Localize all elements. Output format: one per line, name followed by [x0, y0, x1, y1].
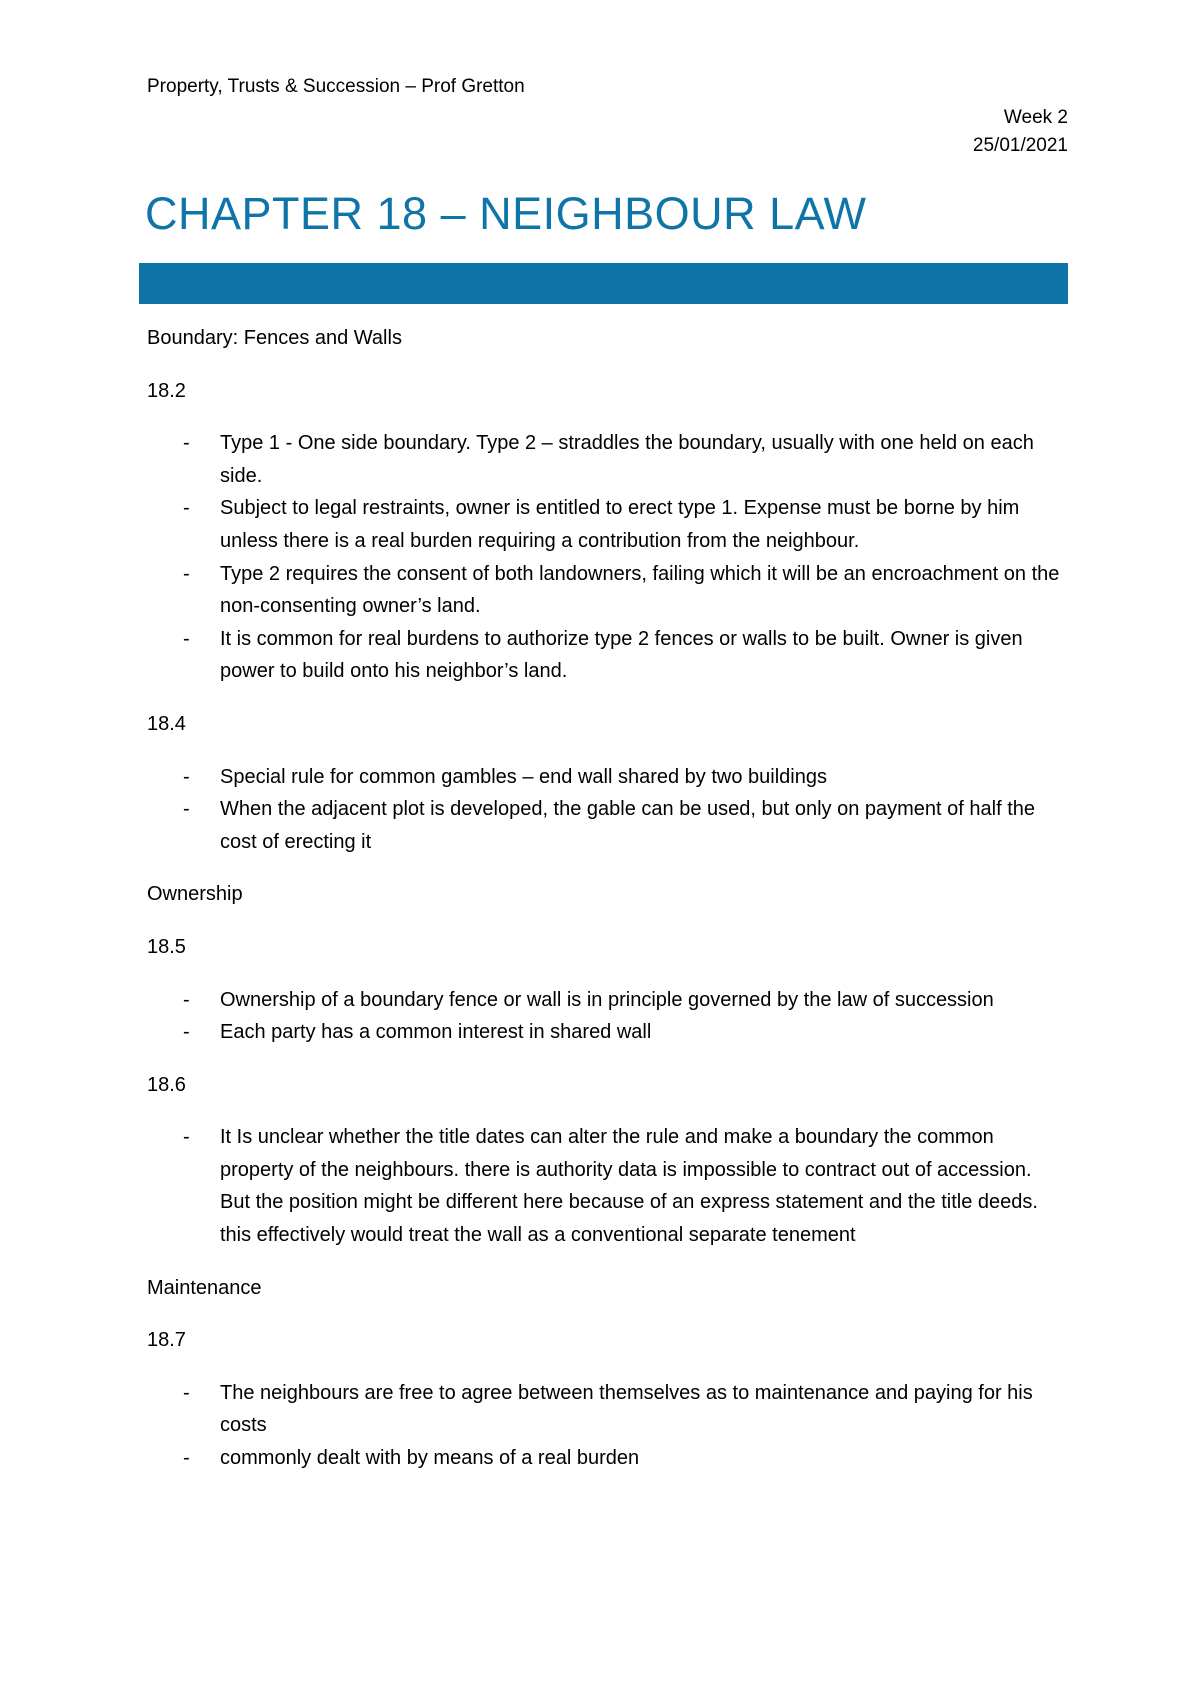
week-label: Week 2 — [1003, 107, 1068, 128]
bullet-dash: - — [183, 1021, 190, 1044]
list-item-text: When the adjacent plot is developed, the gable can be used, but only on payment of half the cost of erecting it — [220, 798, 1036, 853]
bullet-dash: - — [183, 1126, 190, 1149]
list-item-text: Type 2 requires the consent of both landowners, failing which it will be an encroachment on the non-consenting owner’s land. — [220, 562, 1060, 618]
bullet-list — [147, 984, 1067, 1049]
bullet-dash: - — [183, 798, 190, 821]
section-number: 18.7 — [147, 1329, 186, 1352]
list-item — [147, 984, 1067, 1017]
bullet-list — [147, 1121, 1067, 1251]
section-number: 18.6 — [147, 1073, 186, 1096]
bullet-list — [147, 1377, 1067, 1475]
course-header: Property, Trusts & Succession – Prof Gretton — [147, 76, 525, 97]
bullet-list — [147, 427, 1067, 688]
section-heading: Maintenance — [147, 1276, 262, 1299]
bullet-dash: - — [183, 988, 190, 1011]
bullet-dash: - — [183, 1381, 190, 1404]
chapter-title: CHAPTER 18 – NEIGHBOUR LAW — [145, 188, 867, 239]
section-number: 18.5 — [147, 935, 186, 958]
list-item — [147, 1377, 1067, 1442]
document-body — [147, 322, 1067, 1495]
list-item-text: Each party has a common interest in shared wall — [220, 1021, 652, 1044]
list-item-text: Subject to legal restraints, owner is entitled to erect type 1. Expense must be borne by him unless there is a real burden requiring a contribution from the neighbour. — [220, 497, 1020, 552]
list-item — [147, 427, 1067, 492]
list-item-text: commonly dealt with by means of a real burden — [220, 1447, 640, 1470]
date-label: 25/01/2021 — [972, 135, 1068, 156]
bullet-dash: - — [183, 765, 190, 788]
list-item — [147, 1442, 1067, 1475]
list-item — [147, 558, 1067, 623]
list-item-text: It is common for real burdens to authorize type 2 fences or walls to be built. Owner is given power to build onto his neighbor’s land. — [220, 627, 1023, 683]
bullet-dash: - — [183, 562, 190, 585]
list-item — [147, 1016, 1067, 1049]
list-item-text: Special rule for common gambles – end wall shared by two buildings — [220, 765, 827, 788]
header-meta — [973, 104, 1068, 160]
section-number: 18.2 — [147, 379, 186, 402]
section-heading: Boundary: Fences and Walls — [147, 327, 402, 349]
list-item-text: It Is unclear whether the title dates can alter the rule and make a boundary the common property of the neighbours. there is authority data is impossible to contract out of accession. But the position might be different here because of an express statement and the title deeds. this effectively would treat the wall as a conventional separate tenement — [220, 1126, 1038, 1247]
list-item-text: Type 1 - One side boundary. Type 2 – straddles the boundary, usually with one held on each side. — [220, 432, 1034, 487]
list-item — [147, 623, 1067, 688]
bullet-dash: - — [183, 432, 190, 455]
bullet-dash: - — [183, 497, 190, 520]
title-underline-bar — [139, 263, 1068, 304]
section-heading: Ownership — [147, 883, 243, 906]
list-item — [147, 1121, 1067, 1251]
list-item — [147, 793, 1067, 858]
list-item — [147, 761, 1067, 794]
bullet-dash: - — [183, 627, 190, 650]
list-item-text: The neighbours are free to agree between themselves as to maintenance and paying for his costs — [220, 1381, 1033, 1437]
list-item-text: Ownership of a boundary fence or wall is in principle governed by the law of succession — [220, 988, 994, 1011]
bullet-dash: - — [183, 1447, 190, 1470]
bullet-list — [147, 761, 1067, 859]
list-item — [147, 492, 1067, 557]
section-number: 18.4 — [147, 712, 186, 735]
